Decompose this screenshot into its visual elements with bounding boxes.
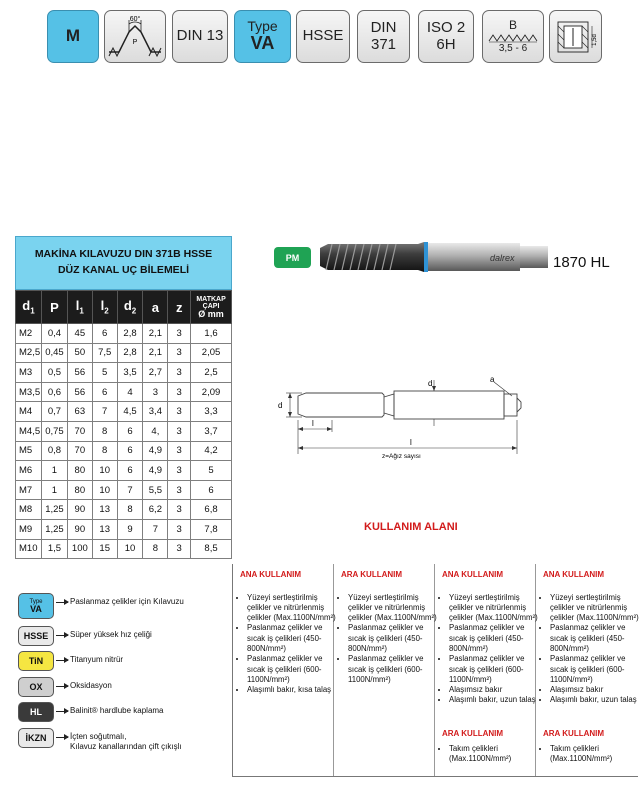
table-cell: 10 [92, 461, 117, 481]
table-cell: 7,8 [191, 519, 232, 539]
thread-depth-icon [552, 14, 600, 60]
legend-badge-label: İKZN [25, 733, 47, 743]
legend-text [70, 681, 112, 691]
table-cell: 10 [117, 539, 143, 559]
usage-item: • Takım çelikleri (Max.1100N/mm²) [550, 744, 639, 765]
thread-size-cell: M3,5 [16, 382, 42, 402]
table-cell: 1,25 [41, 519, 67, 539]
table-cell: 4,5 [117, 402, 143, 422]
legend-badge-label: VA [30, 603, 42, 614]
usage-heading: ARA KULLANIM [341, 570, 403, 579]
legend-text [70, 597, 184, 607]
z-label: z=Ağız sayısı [382, 453, 421, 460]
usage-item: • Paslanmaz çelikler ve sıcak iş çelikleri (450-800N/mm²) [247, 623, 336, 654]
usage-column [543, 570, 639, 706]
spec-table [15, 290, 232, 559]
table-row [16, 461, 232, 481]
usage-item: • Alaşımlı bakır, uzun talaş [550, 695, 639, 705]
tap-product-image [318, 236, 550, 278]
legend-badge [18, 728, 54, 748]
dim-d2: d [428, 379, 433, 388]
thread-size-cell: M7 [16, 480, 42, 500]
table-cell: 90 [67, 500, 92, 520]
usage-item: • Paslanmaz çelikler ve sıcak iş çelikleri (450-800N/mm²) [550, 623, 639, 654]
table-cell: 6 [117, 441, 143, 461]
table-cell: 7 [92, 402, 117, 422]
table-cell: 3 [168, 480, 191, 500]
drill-icon: Ø mm [198, 308, 224, 319]
table-cell: 1,6 [191, 324, 232, 344]
usage-heading: ANA KULLANIM [240, 570, 302, 579]
legend-text-line: İçten soğutmalı, [70, 732, 127, 741]
table-cell: 0,6 [41, 382, 67, 402]
table-cell: 8,5 [191, 539, 232, 559]
col-z: z [168, 291, 191, 324]
legend-text-line: Oksidasyon [70, 681, 112, 690]
table-cell: 8 [117, 500, 143, 520]
table-cell: 2,05 [191, 343, 232, 363]
badge-6h-label: 6H [436, 35, 456, 53]
badge-hsse-label: HSSE [302, 27, 344, 45]
table-cell: 0,5 [41, 363, 67, 383]
badge-type-label: Type [247, 17, 278, 34]
thread-size-cell: M2,5 [16, 343, 42, 363]
table-cell: 6 [92, 324, 117, 344]
table-cell: 1 [41, 480, 67, 500]
legend-badge-label: OX [29, 682, 43, 692]
table-cell: 0,75 [41, 421, 67, 441]
table-cell: 3 [168, 500, 191, 520]
arrow-right-icon [56, 602, 68, 603]
table-cell: 5,5 [143, 480, 168, 500]
legend-badge [18, 593, 54, 619]
badge-din371 [357, 10, 410, 63]
table-cell: 3 [168, 343, 191, 363]
table-row [16, 402, 232, 422]
col-l1: $l_1$ [67, 291, 92, 324]
usage-sub-list [442, 744, 538, 765]
thread-profile-icon [107, 14, 163, 60]
badge-metric [47, 10, 99, 63]
table-cell: 70 [67, 421, 92, 441]
usage-heading: ANA KULLANIM [543, 570, 605, 579]
col-d1: $d_1$ [16, 291, 42, 324]
usage-heading: ANA KULLANIM [442, 570, 504, 579]
usage-item: • Alaşımsız bakır [550, 685, 639, 695]
legend-badge [18, 626, 54, 646]
thread-size-cell: M10 [16, 539, 42, 559]
table-row [16, 480, 232, 500]
usage-item: • Alaşımsız bakır [449, 685, 538, 695]
table-title-line2: DÜZ KANAL UÇ BİLEMELİ [57, 264, 190, 276]
usage-list [341, 593, 437, 686]
table-cell: 3,4 [143, 402, 168, 422]
table-cell: 3,7 [191, 421, 232, 441]
table-cell: 7 [143, 519, 168, 539]
table-cell: 3 [168, 441, 191, 461]
table-cell: 4 [117, 382, 143, 402]
badge-din-label: DIN [370, 19, 397, 36]
table-cell: 2,7 [143, 363, 168, 383]
usage-item: • Paslanmaz çelikler ve sıcak iş çelikleri (600-1100N/mm²) [348, 654, 437, 685]
legend-badge [18, 677, 54, 697]
usage-item: • Alaşımlı bakır, uzun talaş [449, 695, 538, 705]
table-cell: 3 [168, 461, 191, 481]
usage-column [442, 570, 538, 706]
col-drill-diameter [191, 291, 232, 324]
table-cell: 3 [168, 539, 191, 559]
legend-badge-top: Type [29, 598, 43, 605]
table-title [15, 236, 232, 290]
col-p: P [41, 291, 67, 324]
dim-d1: d [278, 401, 283, 410]
table-cell: 1 [41, 461, 67, 481]
table-cell: 13 [92, 500, 117, 520]
legend-badge-label: TiN [28, 656, 44, 666]
dim-l1: l [410, 438, 412, 447]
table-cell: 8 [143, 539, 168, 559]
table-cell: 5 [191, 461, 232, 481]
table-cell: 3 [168, 421, 191, 441]
legend-text-line: Kılavuz kanallarından çift çıkışlı [70, 742, 182, 751]
table-cell: 4,9 [143, 461, 168, 481]
drill-header-text: MATKAP ÇAPI [196, 295, 226, 310]
table-cell: 6,2 [143, 500, 168, 520]
thread-angle-label: 60° [129, 15, 141, 23]
arrow-right-icon [56, 711, 68, 712]
badge-din13-label: DIN 13 [176, 27, 224, 45]
usage-item: • Yüzeyi sertleştirilmiş çelikler ve nitrürlenmiş çelikler (Max.1100N/mm²) [247, 593, 336, 624]
table-cell: 7 [117, 480, 143, 500]
table-cell: 0,7 [41, 402, 67, 422]
legend-text-line: Titanyum nitrür [70, 655, 124, 664]
table-row [16, 539, 232, 559]
arrow-right-icon [56, 660, 68, 661]
table-cell: 2,1 [143, 324, 168, 344]
table-cell: 13 [92, 519, 117, 539]
legend-text [70, 630, 152, 640]
legend-text-line: Balinit® hardlube kaplama [70, 706, 164, 715]
badge-va-label: VA [250, 33, 275, 54]
dim-l2: l [312, 419, 314, 428]
legend-badge-label: HL [30, 707, 42, 717]
col-a: a [143, 291, 168, 324]
table-cell: 80 [67, 461, 92, 481]
badge-depth [549, 10, 602, 63]
table-cell: 1,25 [41, 500, 67, 520]
badge-iso-label: ISO 2 [426, 19, 466, 36]
table-header-row [16, 291, 232, 324]
usage-item: • Paslanmaz çelikler ve sıcak iş çelikleri (600-1100N/mm²) [550, 654, 639, 685]
table-cell: 45 [67, 324, 92, 344]
badge-thread-profile [104, 10, 166, 63]
table-cell: 0,45 [41, 343, 67, 363]
table-cell: 3 [168, 382, 191, 402]
usage-sub-heading: ARA KULLANIM [543, 729, 605, 738]
dim-a: a [490, 375, 495, 384]
usage-sub-heading: ARA KULLANIM [442, 729, 504, 738]
table-cell: 10 [92, 480, 117, 500]
usage-item: • Alaşımlı bakır, kısa talaş [247, 685, 336, 695]
thread-size-cell: M8 [16, 500, 42, 520]
depth-label: 1,5d [591, 33, 598, 46]
table-cell: 3,5 [117, 363, 143, 383]
col-l2: $l_2$ [92, 291, 117, 324]
badge-chamfer-range: 3,5 - 6 [498, 42, 528, 54]
thread-size-cell: M2 [16, 324, 42, 344]
table-cell: 50 [67, 343, 92, 363]
table-cell: 4,2 [191, 441, 232, 461]
table-cell: 8 [92, 421, 117, 441]
thread-size-cell: M9 [16, 519, 42, 539]
table-cell: 90 [67, 519, 92, 539]
table-row [16, 324, 232, 344]
table-cell: 63 [67, 402, 92, 422]
thread-size-cell: M3 [16, 363, 42, 383]
usage-column [341, 570, 437, 685]
table-cell: 56 [67, 382, 92, 402]
table-cell: 3 [168, 519, 191, 539]
table-cell: 15 [92, 539, 117, 559]
usage-item: • Paslanmaz çelikler ve sıcak iş çelikleri (600-1100N/mm²) [449, 654, 538, 685]
table-cell: 3 [168, 402, 191, 422]
thread-size-cell: M4,5 [16, 421, 42, 441]
table-cell: 6,8 [191, 500, 232, 520]
table-cell: 3 [143, 382, 168, 402]
legend-text [70, 732, 182, 752]
badge-din13 [172, 10, 228, 63]
table-title-line1: MAKİNA KILAVUZU DIN 371B HSSE [34, 248, 213, 261]
badge-type-va [234, 10, 291, 63]
table-cell: 70 [67, 441, 92, 461]
usage-list [543, 593, 639, 706]
usage-column [240, 570, 336, 695]
technical-drawing [272, 374, 534, 470]
usage-item: • Paslanmaz çelikler ve sıcak iş çelikleri (600-1100N/mm²) [247, 654, 336, 685]
table-cell: 7,5 [92, 343, 117, 363]
thread-size-cell: M4 [16, 402, 42, 422]
table-cell: 3 [168, 324, 191, 344]
badge-form-b [482, 10, 544, 63]
table-cell: 6 [117, 461, 143, 481]
legend-text-line: Paslanmaz çelikler için Kılavuzu [70, 597, 184, 606]
legend-badge-label: HSSE [23, 631, 49, 641]
table-cell: 0,4 [41, 324, 67, 344]
usage-item: • Yüzeyi sertleştirilmiş çelikler ve nitrürlenmiş çelikler (Max.1100N/mm²) [449, 593, 538, 624]
usage-item: • Yüzeyi sertleştirilmiş çelikler ve nitrürlenmiş çelikler (Max.1100N/mm²) [550, 593, 639, 624]
table-cell: 3,3 [191, 402, 232, 422]
table-cell: 6 [117, 421, 143, 441]
usage-sub-list [543, 744, 639, 765]
table-row [16, 382, 232, 402]
table-cell: 3 [168, 363, 191, 383]
usage-item: • Paslanmaz çelikler ve sıcak iş çelikleri (450-800N/mm²) [348, 623, 437, 654]
thread-size-cell: M5 [16, 441, 42, 461]
legend-badge [18, 651, 54, 671]
badge-form-label: B [508, 18, 517, 33]
usage-title: KULLANIM ALANI [364, 521, 458, 533]
pm-badge: PM [274, 247, 311, 268]
table-cell: 56 [67, 363, 92, 383]
usage-item: • Yüzeyi sertleştirilmiş çelikler ve nitrürlenmiş çelikler (Max.1100N/mm²) [348, 593, 437, 624]
table-cell: 9 [117, 519, 143, 539]
legend-text [70, 706, 164, 716]
table-cell: 4, [143, 421, 168, 441]
table-cell: 1,5 [41, 539, 67, 559]
badge-iso [418, 10, 474, 63]
table-cell: 2,09 [191, 382, 232, 402]
table-row [16, 441, 232, 461]
legend-text-line: Süper yüksek hız çeliği [70, 630, 152, 639]
table-cell: 2,5 [191, 363, 232, 383]
product-brand: dalrex [490, 253, 515, 263]
table-cell: 100 [67, 539, 92, 559]
usage-item: • Takım çelikleri (Max.1100N/mm²) [449, 744, 538, 765]
usage-list [240, 593, 336, 696]
table-row [16, 363, 232, 383]
table-cell: 80 [67, 480, 92, 500]
usage-item: • Paslanmaz çelikler ve sıcak iş çelikleri (450-800N/mm²) [449, 623, 538, 654]
thread-size-cell: M6 [16, 461, 42, 481]
table-cell: 6 [191, 480, 232, 500]
table-cell: 2,8 [117, 324, 143, 344]
table-cell: 8 [92, 441, 117, 461]
product-code: 1870 HL [553, 254, 610, 271]
table-row [16, 500, 232, 520]
table-cell: 0,8 [41, 441, 67, 461]
badge-371-label: 371 [370, 35, 397, 53]
table-cell: 2,1 [143, 343, 168, 363]
legend-badge [18, 702, 54, 722]
table-cell: 2,8 [117, 343, 143, 363]
arrow-right-icon [56, 635, 68, 636]
table-cell: 6 [92, 382, 117, 402]
table-row [16, 421, 232, 441]
table-row [16, 343, 232, 363]
thread-pitch-label: P [132, 38, 138, 46]
chamfer-icon [487, 33, 539, 43]
col-d2: $d_2$ [117, 291, 143, 324]
legend-text [70, 655, 123, 665]
badge-hsse [296, 10, 350, 63]
table-row [16, 519, 232, 539]
table-cell: 5 [92, 363, 117, 383]
usage-list [442, 593, 538, 706]
arrow-right-icon [56, 737, 68, 738]
badge-metric-label: M [65, 26, 81, 46]
table-cell: 4,9 [143, 441, 168, 461]
arrow-right-icon [56, 686, 68, 687]
